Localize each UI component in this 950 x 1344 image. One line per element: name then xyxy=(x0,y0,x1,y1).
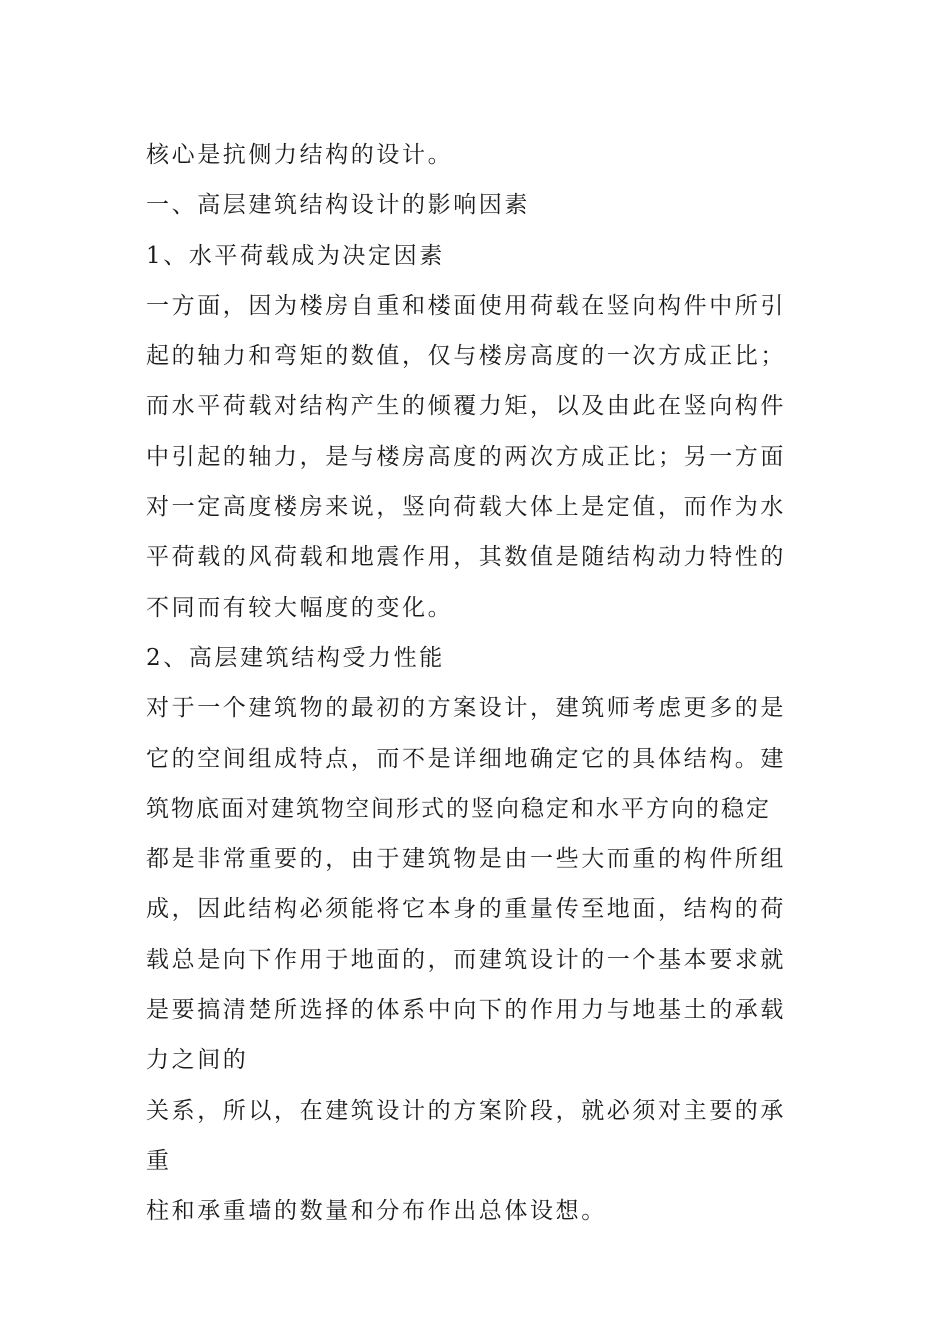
paragraph-line: 平荷载的风荷载和地震作用，其数值是随结构动力特性的 xyxy=(146,544,786,571)
paragraph-line: 中引起的轴力，是与楼房高度的两次方成正比；另一方面 xyxy=(146,443,786,470)
paragraph-line: 对于一个建筑物的最初的方案设计，建筑师考虑更多的是 xyxy=(146,695,786,722)
paragraph-line: 柱和承重墙的数量和分布作出总体设想。 xyxy=(146,1198,607,1225)
paragraph-line: 力之间的 xyxy=(146,1047,249,1074)
paragraph-line: 筑物底面对建筑物空间形式的竖向稳定和水平方向的稳定 xyxy=(146,795,771,822)
paragraph-line: 对一定高度楼房来说，竖向荷载大体上是定值，而作为水 xyxy=(146,494,786,521)
subsection-heading: 2、高层建筑结构受力性能 xyxy=(146,644,445,671)
paragraph-line: 而水平荷载对结构产生的倾覆力矩，以及由此在竖向构件 xyxy=(146,393,786,420)
paragraph-line: 一方面，因为楼房自重和楼面使用荷载在竖向构件中所引 xyxy=(146,292,786,319)
paragraph-line: 成，因此结构必须能将它本身的重量传至地面，结构的荷 xyxy=(146,896,786,923)
paragraph-line: 是要搞清楚所选择的体系中向下的作用力与地基土的承载 xyxy=(146,997,786,1024)
subsection-heading: 1、水平荷载成为决定因素 xyxy=(146,242,445,269)
paragraph-line: 重 xyxy=(146,1147,172,1174)
paragraph-line: 不同而有较大幅度的变化。 xyxy=(146,594,454,621)
paragraph-line: 都是非常重要的，由于建筑物是由一些大而重的构件所组 xyxy=(146,846,786,873)
paragraph-line: 起的轴力和弯矩的数值，仅与楼房高度的一次方成正比； xyxy=(146,343,786,370)
paragraph-line: 它的空间组成特点，而不是详细地确定它的具体结构。建 xyxy=(146,745,786,772)
document-body xyxy=(146,130,816,1237)
paragraph-line: 关系，所以，在建筑设计的方案阶段，就必须对主要的承 xyxy=(146,1097,786,1124)
paragraph-line: 载总是向下作用于地面的，而建筑设计的一个基本要求就 xyxy=(146,946,786,973)
section-heading: 一、高层建筑结构设计的影响因素 xyxy=(146,192,530,219)
paragraph-line: 核心是抗侧力结构的设计。 xyxy=(146,142,454,168)
